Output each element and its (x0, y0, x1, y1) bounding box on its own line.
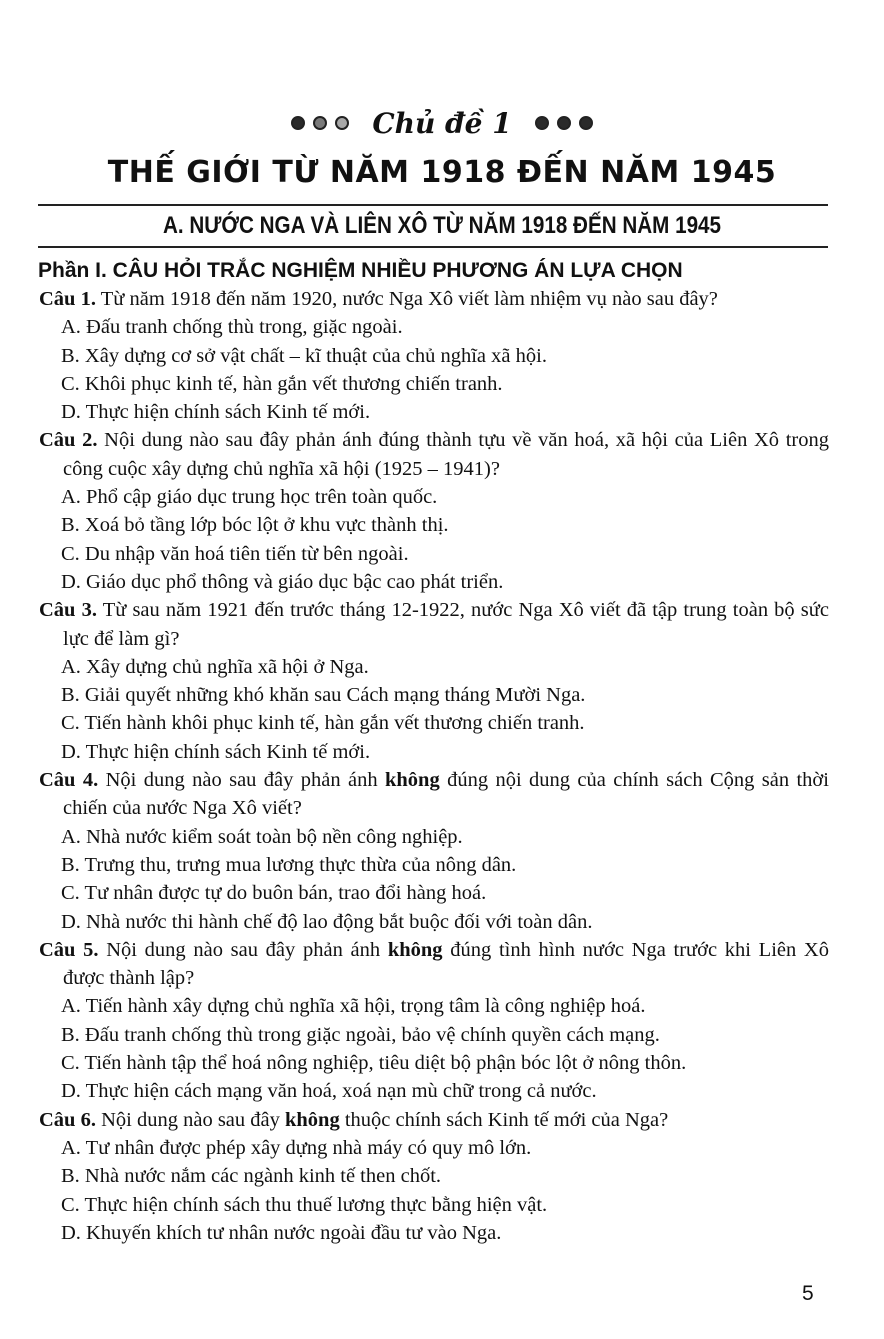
part-title: Phần I. CÂU HỎI TRẮC NGHIỆM NHIỀU PHƯƠNG ÁN LỰA CHỌN (38, 259, 683, 282)
emphasis-word: không (387, 938, 443, 961)
question-stem (39, 1106, 829, 1134)
question-text: Nội dung nào sau đây (95, 1108, 285, 1131)
question-label: Câu 6. (39, 1108, 96, 1131)
question-stem (39, 936, 829, 993)
question-1 (39, 285, 829, 426)
option-b: B. Xoá bỏ tầng lớp bóc lột ở khu vực thành thị. (61, 514, 449, 537)
question-text: Từ sau năm 1921 đến trước tháng 12-1922, nước Nga Xô viết đã tập trung toàn bộ sức lực để làm gì? (63, 599, 829, 650)
option-b: B. Nhà nước nắm các ngành kinh tế then chốt. (61, 1165, 442, 1188)
question-text: Nội dung nào sau đây phản ánh (98, 769, 385, 792)
emphasis-word: không (285, 1108, 340, 1131)
option-b: B. Xây dựng cơ sở vật chất – kĩ thuật của chủ nghĩa xã hội. (61, 344, 547, 367)
option-a: A. Xây dựng chủ nghĩa xã hội ở Nga. (61, 655, 369, 678)
emphasis-word: không (384, 769, 440, 792)
divider-top (38, 204, 828, 206)
option-c: C. Khôi phục kinh tế, hàn gắn vết thương chiến tranh. (61, 372, 503, 395)
question-stem (39, 426, 829, 483)
chapter-heading (0, 104, 884, 144)
option-c: C. Thực hiện chính sách thu thuế lương thực bằng hiện vật. (61, 1193, 548, 1216)
option-d: D. Khuyến khích tư nhân nước ngoài đầu tư vào Nga. (61, 1221, 502, 1244)
bullet-dot-icon (579, 116, 593, 130)
option-d: D. Giáo dục phổ thông và giáo dục bậc cao phát triển. (61, 570, 504, 593)
bullet-dot-icon (557, 116, 571, 130)
bullet-dot-icon (535, 116, 549, 130)
question-stem (39, 285, 829, 313)
question-stem (39, 766, 829, 823)
option-c: C. Tiến hành khôi phục kinh tế, hàn gắn vết thương chiến tranh. (61, 712, 585, 735)
question-text: Nội dung nào sau đây phản ánh (98, 938, 388, 961)
option-b: B. Giải quyết những khó khăn sau Cách mạng tháng Mười Nga. (61, 684, 586, 707)
question-label: Câu 2. (39, 429, 98, 452)
question-text: Nội dung nào sau đây phản ánh đúng thành tựu về văn hoá, xã hội của Liên Xô trong công cuộc xây dựng chủ nghĩa xã hội (1925 – 1941)? (63, 429, 829, 480)
option-a: A. Tư nhân được phép xây dựng nhà máy có quy mô lớn. (61, 1136, 532, 1159)
page-number: 5 (802, 1282, 814, 1305)
option-b: B. Đấu tranh chống thù trong giặc ngoài, bảo vệ chính quyền cách mạng. (61, 1023, 660, 1046)
option-d: D. Thực hiện cách mạng văn hoá, xoá nạn mù chữ trong cả nước. (61, 1080, 597, 1103)
main-title: THẾ GIỚI TỪ NĂM 1918 ĐẾN NĂM 1945 (107, 155, 777, 190)
section-title: A. NƯỚC NGA VÀ LIÊN XÔ TỪ NĂM 1918 ĐẾN NĂM 1945 (162, 212, 722, 239)
question-label: Câu 4. (39, 769, 99, 792)
option-b: B. Trưng thu, trưng mua lương thực thừa của nông dân. (61, 853, 517, 876)
question-text: thuộc chính sách Kinh tế mới của Nga? (339, 1108, 669, 1131)
option-c: C. Tiến hành tập thể hoá nông nghiệp, tiêu diệt bộ phận bóc lột ở nông thôn. (61, 1052, 687, 1075)
option-c: C. Du nhập văn hoá tiên tiến từ bên ngoài. (61, 542, 409, 565)
question-label: Câu 1. (39, 288, 96, 310)
question-6 (39, 1106, 829, 1247)
question-3 (39, 596, 829, 766)
bullet-dot-icon (335, 116, 349, 130)
question-stem (39, 596, 829, 653)
question-text: đúng tình hình nước Nga trước khi Liên Xô được thành lập? (63, 938, 829, 990)
question-2 (39, 426, 829, 596)
question-text: Từ năm 1918 đến năm 1920, nước Nga Xô viết làm nhiệm vụ nào sau đây? (95, 288, 718, 310)
chapter-label: Chủ đề 1 (372, 107, 512, 140)
divider-bottom (38, 246, 828, 248)
option-d: D. Thực hiện chính sách Kinh tế mới. (61, 740, 371, 763)
question-label: Câu 3. (39, 599, 97, 622)
option-a: A. Nhà nước kiểm soát toàn bộ nền công nghiệp. (61, 825, 463, 848)
option-d: D. Nhà nước thi hành chế độ lao động bắt buộc đối với toàn dân. (61, 910, 593, 933)
option-a: A. Phổ cập giáo dục trung học trên toàn quốc. (61, 486, 438, 509)
option-c: C. Tư nhân được tự do buôn bán, trao đổi hàng hoá. (61, 882, 487, 905)
option-a: A. Tiến hành xây dựng chủ nghĩa xã hội, trọng tâm là công nghiệp hoá. (61, 995, 646, 1018)
question-list (39, 285, 829, 1247)
option-a: A. Đấu tranh chống thù trong, giặc ngoài. (61, 316, 403, 339)
question-4 (39, 766, 829, 936)
bullet-dot-icon (313, 116, 327, 130)
question-label: Câu 5. (39, 938, 99, 961)
bullet-dot-icon (291, 116, 305, 130)
question-text: đúng nội dung của chính sách Cộng sản thời chiến của nước Nga Xô viết? (63, 769, 829, 820)
option-d: D. Thực hiện chính sách Kinh tế mới. (61, 401, 371, 424)
question-5 (39, 936, 829, 1106)
